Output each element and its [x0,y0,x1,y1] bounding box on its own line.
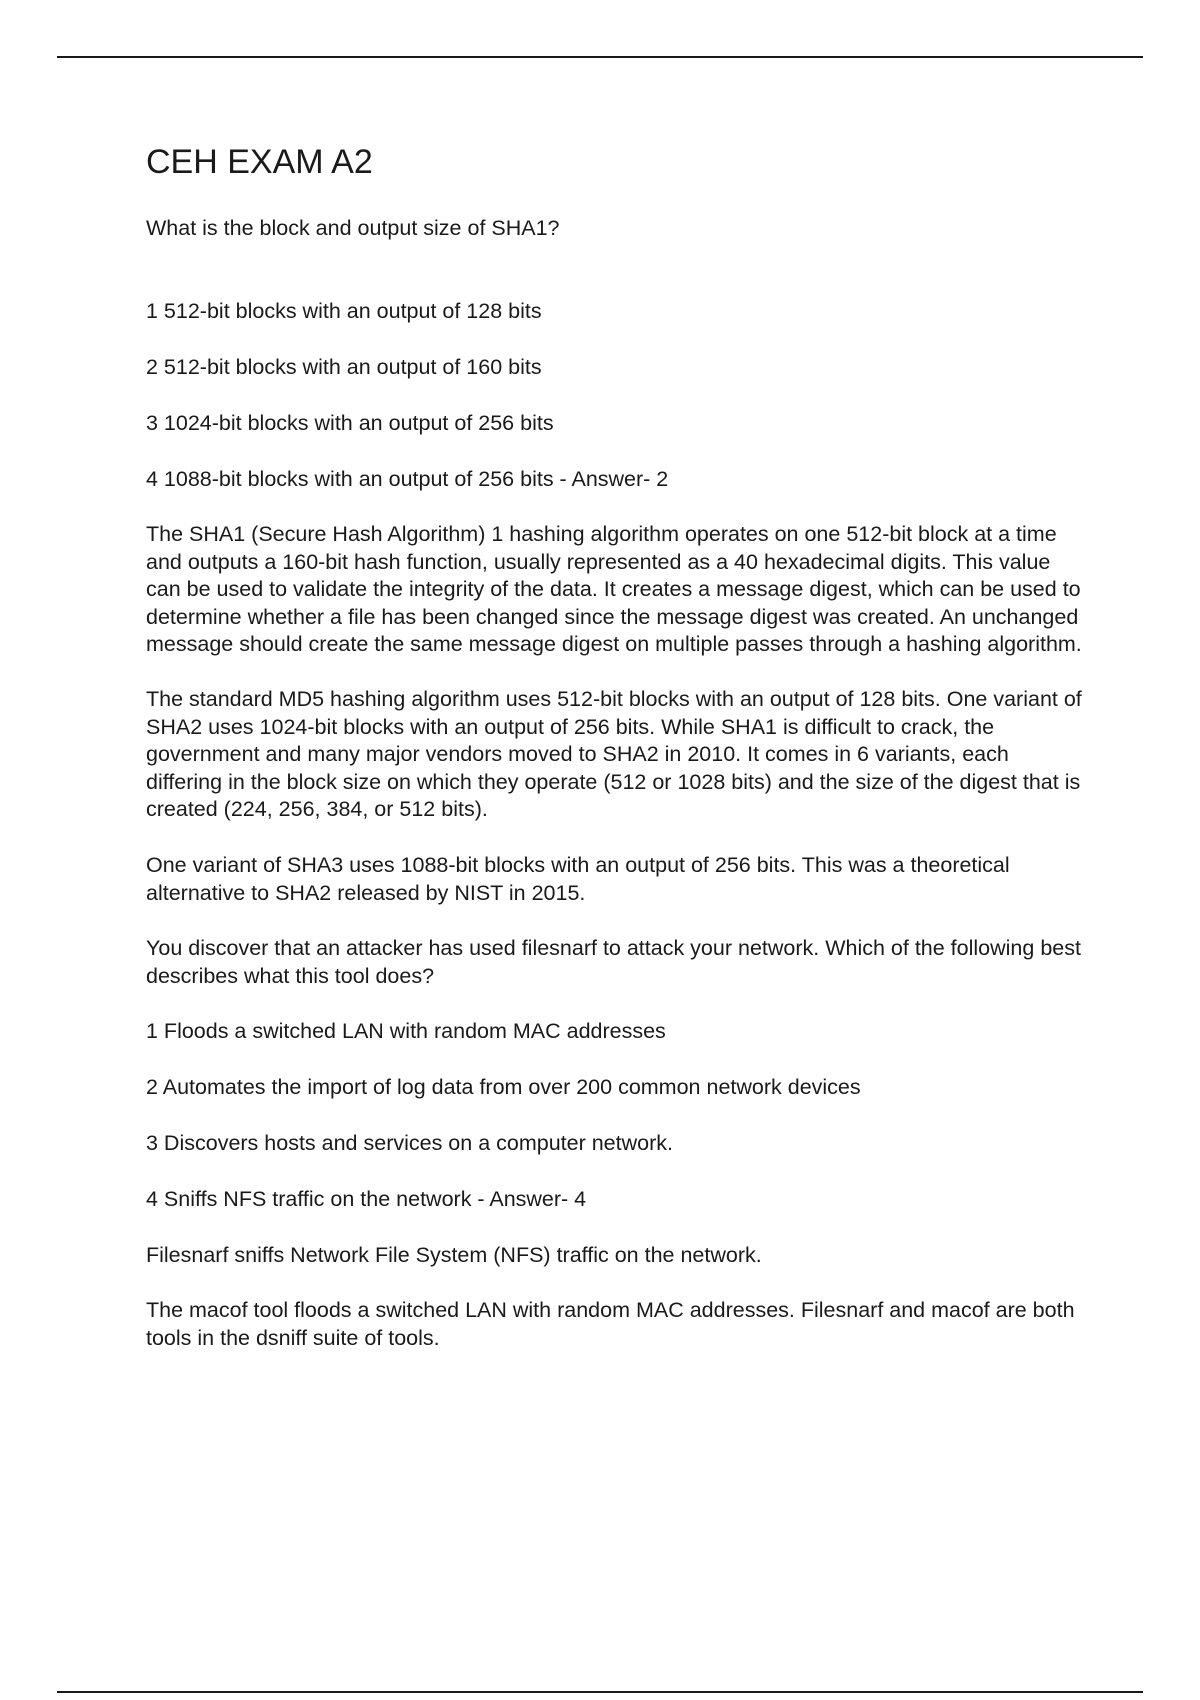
q1-option-1: 1 512-bit blocks with an output of 128 bits [146,299,542,323]
q2-option-3: 3 Discovers hosts and services on a computer network. [146,1130,673,1155]
q1-explanation-3: One variant of SHA3 uses 1088-bit blocks with an output of 256 bits. This was a theoretical alternative to SHA2 released by NIST in 2015. [146,852,1010,905]
q2-option-2: 2 Automates the import of log data from over 200 common network devices [146,1074,861,1099]
q2-explanation-2: The macof tool floods a switched LAN with random MAC addresses. Filesnarf and macof are both tools in the dsniff suite of tools. [146,1297,1075,1350]
top-rule [57,56,1143,58]
document-content [146,140,1086,1379]
q1-option-2: 2 512-bit blocks with an output of 160 bits [146,355,542,379]
q2-explanation-1: Filesnarf sniffs Network File System (NFS) traffic on the network. [146,1242,762,1267]
q1-option-4-answer: 4 1088-bit blocks with an output of 256 bits - Answer- 2 [146,467,669,491]
question-1: What is the block and output size of SHA1? [146,216,560,240]
question-2: You discover that an attacker has used filesnarf to attack your network. Which of the following best describes what this tool does? [146,935,1081,988]
q1-explanation-2: The standard MD5 hashing algorithm uses 512-bit blocks with an output of 128 bits. One variant of SHA2 uses 1024-bit blocks with an output of 256 bits. While SHA1 is difficult to crack, the government and many major vendors moved to SHA2 in 2010. It comes in 6 variants, each differing in the block size on which they operate (512 or 1028 bits) and the size of the digest that is created (224, 256, 384, or 512 bits). [146,686,1082,822]
q1-explanation-1: The SHA1 (Secure Hash Algorithm) 1 hashing algorithm operates on one 512-bit block at a time and outputs a 160-bit hash function, usually represented as a 40 hexadecimal digits. This value can be used to validate the integrity of the data. It creates a message digest, which can be used to determine whether a file has been changed since the message digest was created. An unchanged message should create the same message digest on multiple passes through a hashing algorithm. [146,522,1082,657]
q1-option-3: 3 1024-bit blocks with an output of 256 bits [146,411,554,435]
page-title: CEH EXAM A2 [146,143,373,181]
q2-option-4-answer: 4 Sniffs NFS traffic on the network - Answer- 4 [146,1186,587,1211]
bottom-rule [57,1691,1143,1693]
q2-option-1: 1 Floods a switched LAN with random MAC addresses [146,1018,666,1043]
